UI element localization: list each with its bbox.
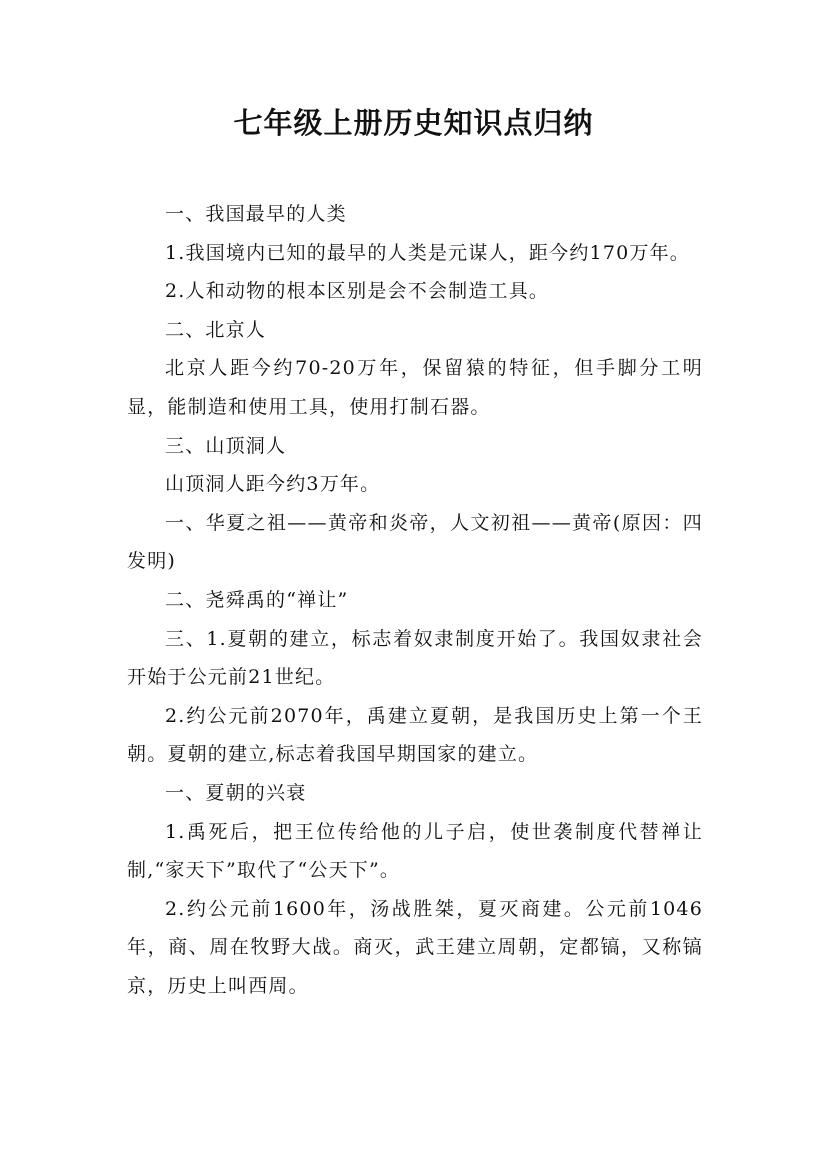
section-heading: 二、尧舜禹的“禅让” xyxy=(165,588,349,611)
paragraph: 1.我国境内已知的最早的人类是元谋人，距今约170万年。 xyxy=(165,241,690,264)
paragraph: 一、华夏之祖——黄帝和炎帝，人文初祖——黄帝(原因：四发明) xyxy=(127,511,703,573)
paragraph: 2.约公元前1600年，汤战胜桀，夏灭商建。公元前1046年，商、周在牧野大战。商灭，武王建立周朝，定都镐，又称镐京，历史上叫西周。 xyxy=(127,897,703,997)
paragraph: 北京人距今约70-20万年，保留猿的特征，但手脚分工明显，能制造和使用工具，使用打制石器。 xyxy=(127,357,703,418)
section-heading: 二、北京人 xyxy=(165,318,267,341)
section-heading: 一、夏朝的兴衰 xyxy=(165,781,307,804)
paragraph: 2.约公元前2070年，禹建立夏朝，是我国历史上第一个王朝。夏朝的建立,标志着我国早期国家的建立。 xyxy=(127,704,703,766)
paragraph: 山顶洞人距今约3万年。 xyxy=(165,473,381,496)
document-body xyxy=(127,195,703,1005)
section-heading: 三、山顶洞人 xyxy=(165,434,287,457)
paragraph: 2.人和动物的根本区别是会不会制造工具。 xyxy=(165,280,550,303)
document-title: 七年级上册历史知识点归纳 xyxy=(233,106,594,140)
paragraph: 三、1.夏朝的建立，标志着奴隶制度开始了。我国奴隶社会开始于公元前21世纪。 xyxy=(127,627,703,689)
paragraph: 1.禹死后，把王位传给他的儿子启，使世袭制度代替禅让制,“家天下”取代了“公天下”。 xyxy=(127,820,703,882)
section-heading: 一、我国最早的人类 xyxy=(165,203,347,225)
